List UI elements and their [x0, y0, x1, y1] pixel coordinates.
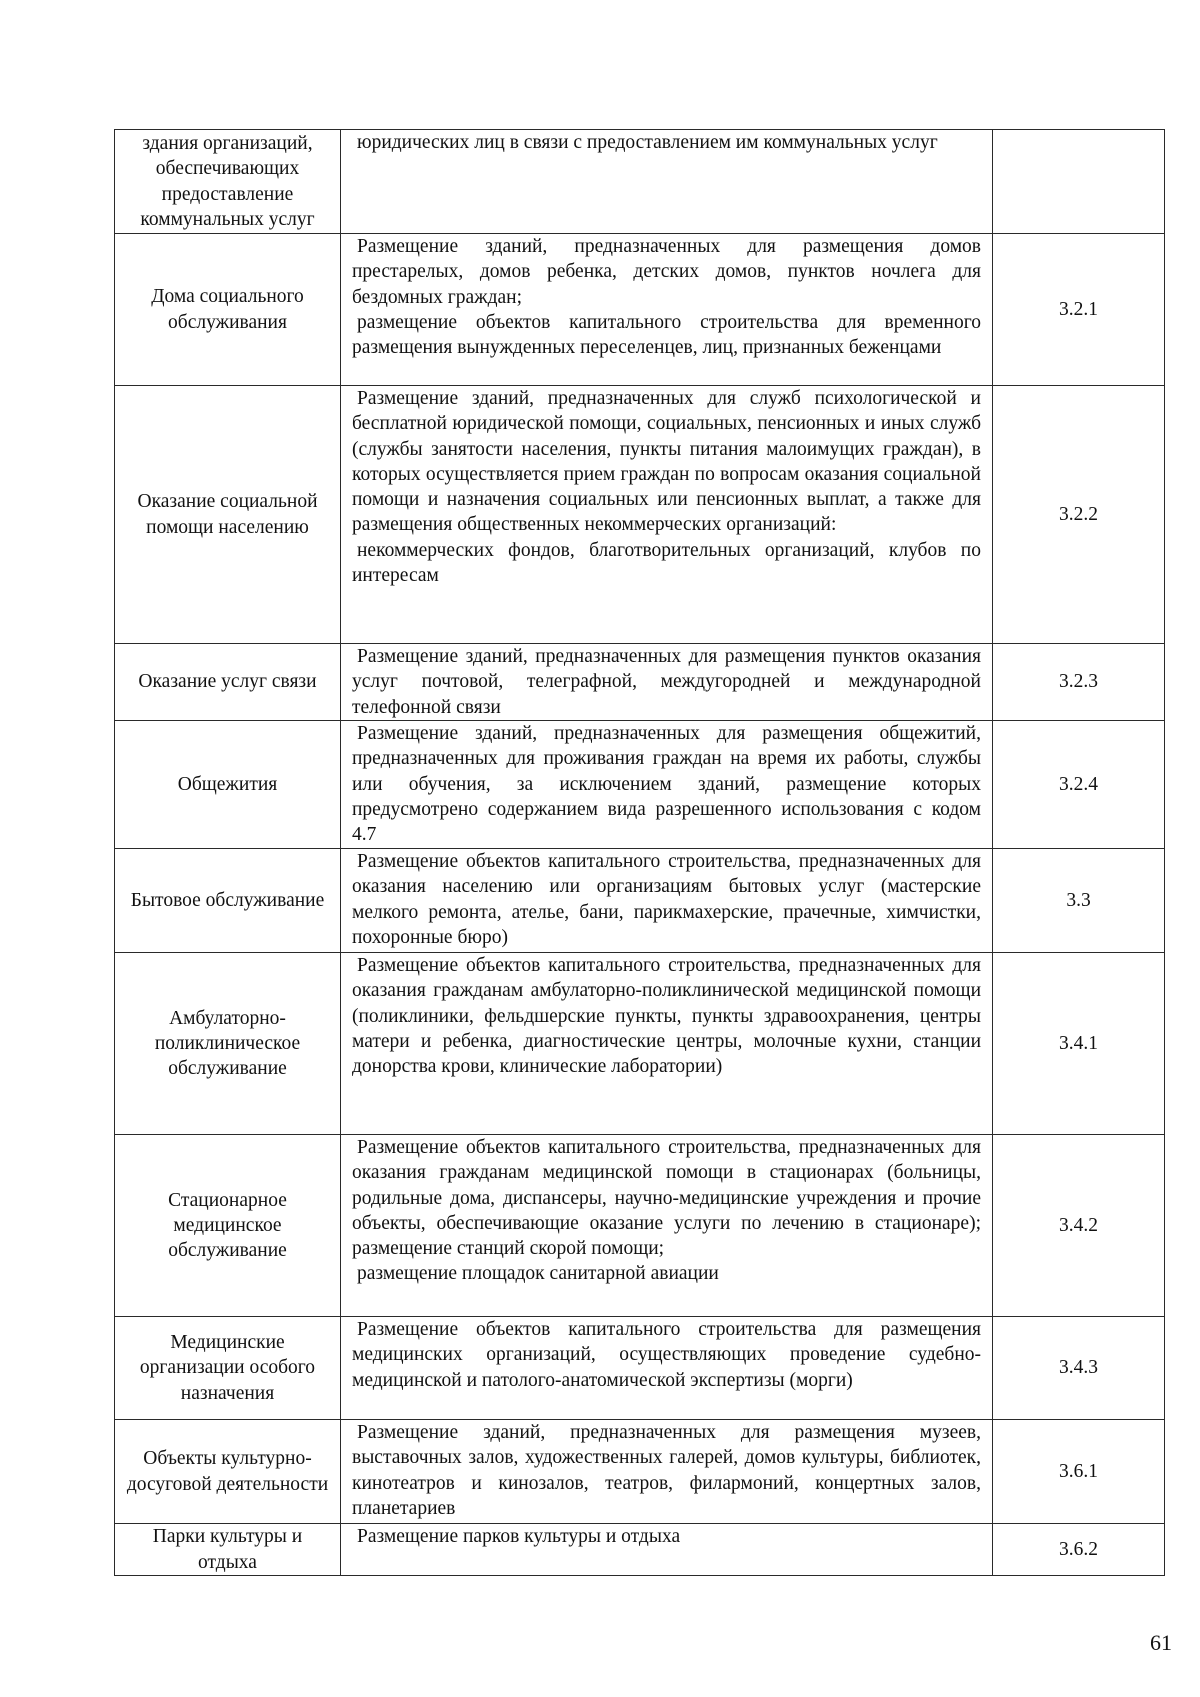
use-type-code: 3.4.1: [993, 953, 1165, 1135]
use-type-code: 3.2.1: [993, 234, 1165, 386]
use-type-description: [341, 849, 993, 953]
use-type-name: Парки культуры и отдыха: [115, 1524, 341, 1576]
table-row: [115, 1420, 1165, 1524]
description-paragraph: Размещение зданий, предназначенных для размещения общежитий, предназначенных для проживания граждан на время их работы, службы или обучения, за исключением зданий, размещение которых предусмотрено содержанием вида разрешенного использования с кодом 4.7: [352, 723, 981, 846]
use-type-name: Оказание социальной помощи населению: [115, 386, 341, 644]
use-type-name: Дома социального обслуживания: [115, 234, 341, 386]
description-paragraph: Размещение зданий, предназначенных для служб психологической и бесплатной юридической помощи, социальных, пенсионных и иных служб (службы занятости населения, пункты питания малоимущих граждан), в которых осуществляется прием граждан по вопросам оказания социальной помощи и назначения социальных или пенсионных выплат, а также для размещения общественных некоммерческих организаций:: [352, 388, 981, 536]
use-type-code: [993, 130, 1165, 234]
description-paragraph: Размещение объектов капитального строительства, предназначенных для оказания гражданам медицинской помощи в стационарах (больницы, родильные дома, диспансеры, научно-медицинские учреждения и прочие объекты, обеспечивающие оказание услуги по лечению в стационаре); размещение станций скорой помощи;: [352, 1137, 981, 1260]
use-type-description: [341, 130, 993, 234]
table-row: [115, 386, 1165, 644]
use-type-code: 3.2.4: [993, 721, 1165, 849]
description-paragraph: юридических лиц в связи с предоставлением им коммунальных услуг: [357, 132, 938, 153]
use-type-name: Бытовое обслуживание: [115, 849, 341, 953]
description-paragraph: Размещение объектов капитального строительства для размещения медицинских организаций, осуществляющих проведение судебно-медицинской и патолого-анатомической экспертизы (морги): [352, 1319, 981, 1391]
use-type-name: Общежития: [115, 721, 341, 849]
table-row: [115, 1135, 1165, 1317]
use-type-name: здания организаций, обеспечивающих предоставление коммунальных услуг: [115, 130, 341, 234]
table-row: [115, 953, 1165, 1135]
use-type-name: Медицинские организации особого назначения: [115, 1317, 341, 1420]
use-type-description: [341, 234, 993, 386]
use-type-code: 3.3: [993, 849, 1165, 953]
use-type-description: [341, 953, 993, 1135]
description-paragraph: Размещение объектов капитального строительства, предназначенных для оказания населению или организациям бытовых услуг (мастерские мелкого ремонта, ателье, бани, парикмахерские, прачечные, химчистки, похоронные бюро): [352, 851, 981, 948]
table-row: [115, 849, 1165, 953]
description-paragraph: Размещение парков культуры и отдыха: [357, 1526, 681, 1547]
use-type-description: [341, 644, 993, 721]
description-paragraph: некоммерческих фондов, благотворительных организаций, клубов по интересам: [352, 539, 981, 587]
use-type-code: 3.6.1: [993, 1420, 1165, 1524]
table-row: [115, 1317, 1165, 1420]
page-number: 61: [1150, 1630, 1172, 1655]
description-paragraph: Размещение объектов капитального строительства, предназначенных для оказания гражданам амбулаторно-поликлинической медицинской помощи (поликлиники, фельдшерские пункты, пункты здравоохранения, центры матери и ребенка, диагностические центры, молочные кухни, станции донорства крови, клинические лаборатории): [352, 955, 981, 1078]
use-type-name: Оказание услуг связи: [115, 644, 341, 721]
description-paragraph: размещение объектов капитального строительства для временного размещения вынужденных переселенцев, лиц, признанных беженцами: [352, 311, 981, 359]
description-paragraph: Размещение зданий, предназначенных для размещения пунктов оказания услуг почтовой, телеграфной, междугородней и международной телефонной связи: [352, 646, 981, 718]
table-row: [115, 721, 1165, 849]
table-row: [115, 1524, 1165, 1576]
use-type-description: [341, 1420, 993, 1524]
use-type-code: 3.2.2: [993, 386, 1165, 644]
table-row: [115, 130, 1165, 234]
table-row: [115, 234, 1165, 386]
use-type-code: 3.4.2: [993, 1135, 1165, 1317]
use-type-description: [341, 1317, 993, 1420]
description-paragraph: Размещение зданий, предназначенных для размещения домов престарелых, домов ребенка, детских домов, пунктов ночлега для бездомных граждан;: [352, 236, 981, 308]
use-type-description: [341, 1135, 993, 1317]
description-paragraph: размещение площадок санитарной авиации: [357, 1263, 719, 1285]
use-type-code: 3.6.2: [993, 1524, 1165, 1576]
use-type-name: Стационарное медицинское обслуживание: [115, 1135, 341, 1317]
table-body: [115, 130, 1165, 1576]
use-type-name: Объекты культурно-досуговой деятельности: [115, 1420, 341, 1524]
land-use-table: [114, 129, 1165, 1576]
use-type-code: 3.2.3: [993, 644, 1165, 721]
table-row: [115, 644, 1165, 721]
use-type-description: [341, 386, 993, 644]
use-type-name: Амбулаторно-поликлиническое обслуживание: [115, 953, 341, 1135]
use-type-code: 3.4.3: [993, 1317, 1165, 1420]
use-type-description: [341, 1524, 993, 1576]
use-type-description: [341, 721, 993, 849]
description-paragraph: Размещение зданий, предназначенных для размещения музеев, выставочных залов, художественных галерей, домов культуры, библиотек, кинотеатров и кинозалов, театров, филармоний, концертных залов, планетариев: [352, 1422, 981, 1519]
